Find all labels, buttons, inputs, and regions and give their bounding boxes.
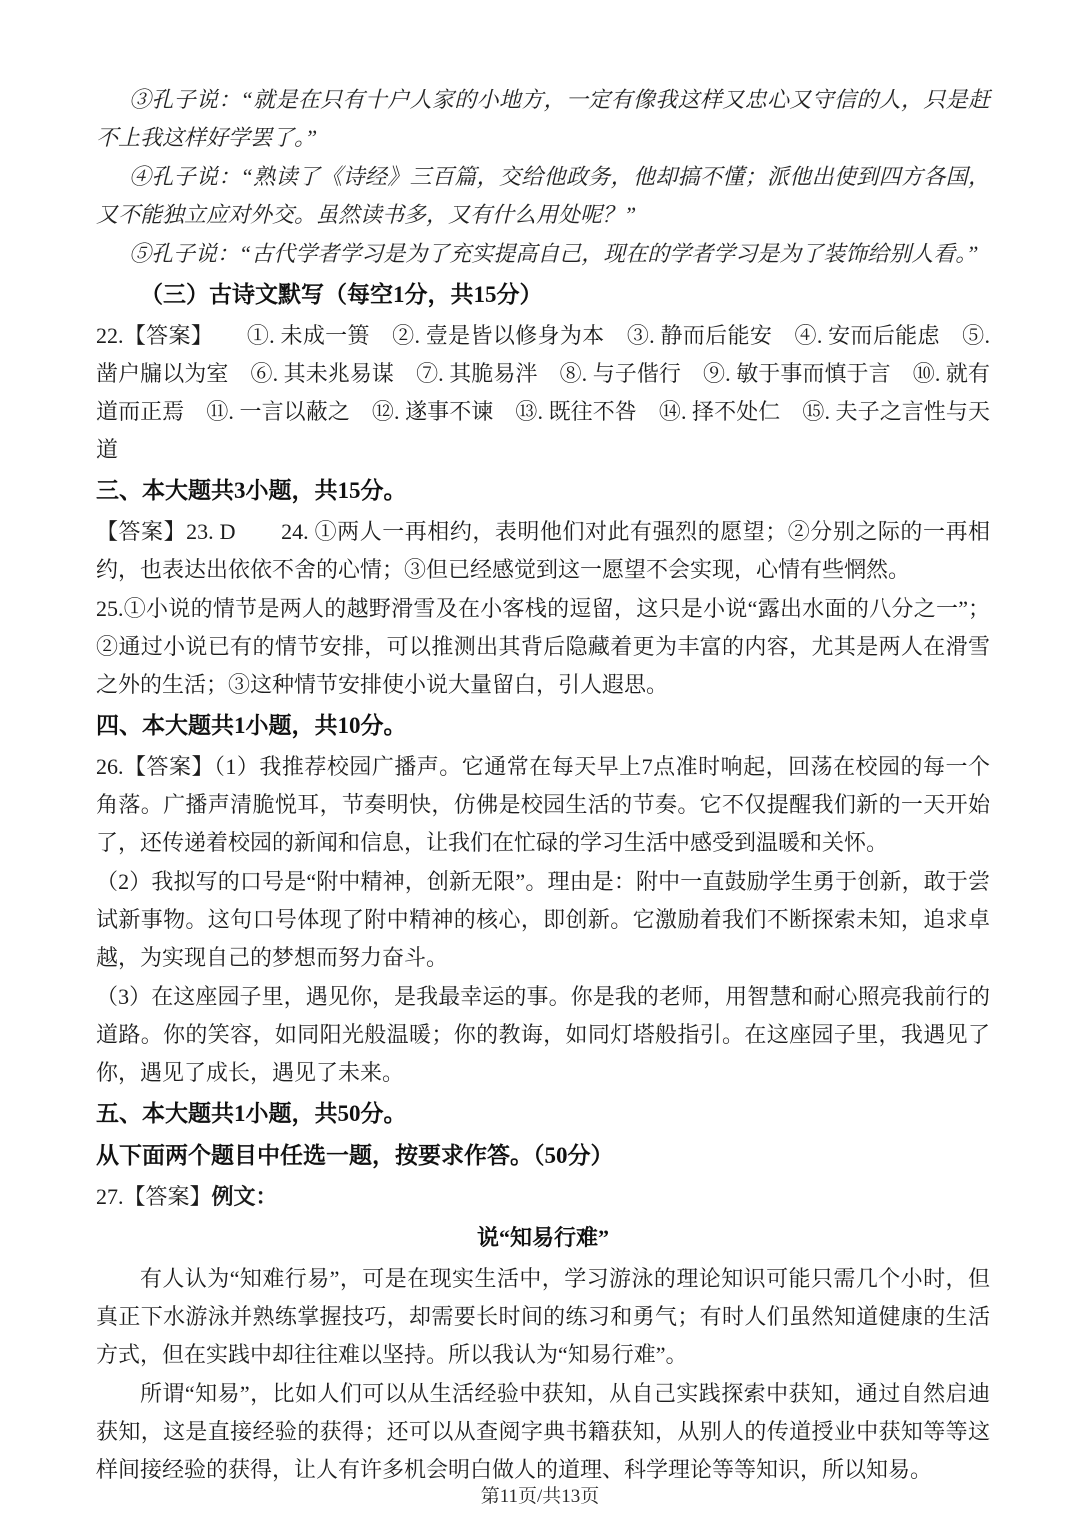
- answer-27-line: [96, 1178, 990, 1216]
- section-heading-dictation: （三）古诗文默写（每空1分，共15分）: [140, 282, 543, 307]
- part5-subheading: 从下面两个题目中任选一题，按要求作答。（50分）: [96, 1143, 614, 1168]
- confucius-quote-5: ⑤孔子说：“古代学者学习是为了充实提高自己，现在的学者学习是为了装饰给别人看。”: [129, 241, 979, 266]
- answer-26-2: （2）我拟写的口号是“附中精神，创新无限”。理由是：附中一直鼓励学生勇于创新，敢于尝试新事物。这句口号体现了附中精神的核心，即创新。它激励着我们不断探索未知，追求卓越，为实现自己的梦想而努力奋斗。: [96, 869, 990, 970]
- part4-heading: 四、本大题共1小题，共10分。: [96, 713, 407, 738]
- confucius-quote-4: ④孔子说：“熟读了《诗经》三百篇，交给他政务，他却搞不懂；派他出使到四方各国，又不能独立应对外交。虽然读书多，又有什么用处呢？”: [96, 164, 990, 227]
- part3-heading: 三、本大题共3小题，共15分。: [96, 478, 407, 503]
- essay-title: 说“知易行难”: [476, 1225, 609, 1250]
- answer-27-label: 例文：: [211, 1184, 278, 1209]
- essay-paragraph-2: 所谓“知易”，比如人们可以从生活经验中获知，从自己实践探索中获知，通过自然启迪获知，这是直接经验的获得；还可以从查阅字典书籍获知，从别人的传道授业中获知等等这样间接经验的获得，让人有许多机会明白做人的道理、科学理论等等知识，所以知易。: [96, 1381, 990, 1482]
- answer-26-3: （3）在这座园子里，遇见你，是我最幸运的事。你是我的老师，用智慧和耐心照亮我前行的道路。你的笑容，如同阳光般温暖；你的教诲，如同灯塔般指引。在这座园子里，我遇见了你，遇见了成长，遇见了未来。: [96, 984, 990, 1085]
- answer-22: 22.【答案】 ①. 未成一篑 ②. 壹是皆以修身为本 ③. 静而后能安 ④. 安而后能虑 ⑤. 凿户牖以为室 ⑥. 其未兆易谋 ⑦. 其脆易泮 ⑧. 与子偕行 ⑨. 敏于事而慎于言 ⑩. 就有道而正焉 ⑪. 一言以蔽之 ⑫. 遂事不谏 ⑬. 既往不咎 ⑭. 择不处仁 ⑮. 夫子之言性与天道: [96, 323, 990, 462]
- part5-heading: 五、本大题共1小题，共50分。: [96, 1101, 407, 1126]
- answer-27-prefix: 27.【答案】: [96, 1184, 212, 1209]
- answer-25: 25.①小说的情节是两人的越野滑雪及在小客栈的逗留，这只是小说“露出水面的八分之一”；②通过小说已有的情节安排，可以推测出其背后隐藏着更为丰富的内容，尤其是两人在滑雪之外的生活；③这种情节安排使小说大量留白，引人遐思。: [96, 596, 990, 697]
- answer-23-24: 【答案】23. D 24. ①两人一再相约，表明他们对此有强烈的愿望；②分别之际的一再相约，也表达出依依不舍的心情；③但已经感觉到这一愿望不会实现，心情有些惘然。: [96, 519, 990, 582]
- confucius-quote-3: ③孔子说：“就是在只有十户人家的小地方，一定有像我这样又忠心又守信的人，只是赶不上我这样好学罢了。”: [96, 87, 990, 150]
- page-number-footer: 第11页/共13页: [480, 1486, 600, 1507]
- answer-26-1: 26.【答案】（1）我推荐校园广播声。它通常在每天早上7点准时响起，回荡在校园的每一个角落。广播声清脆悦耳，节奏明快，仿佛是校园生活的节奏。它不仅提醒我们新的一天开始了，还传递着校园的新闻和信息，让我们在忙碌的学习生活中感受到温暖和关怀。: [96, 754, 990, 855]
- essay-paragraph-1: 有人认为“知难行易”，可是在现实生活中，学习游泳的理论知识可能只需几个小时，但真正下水游泳并熟练掌握技巧，却需要长时间的练习和勇气；有时人们虽然知道健康的生活方式，但在实践中却往往难以坚持。所以我认为“知易行难”。: [96, 1266, 990, 1367]
